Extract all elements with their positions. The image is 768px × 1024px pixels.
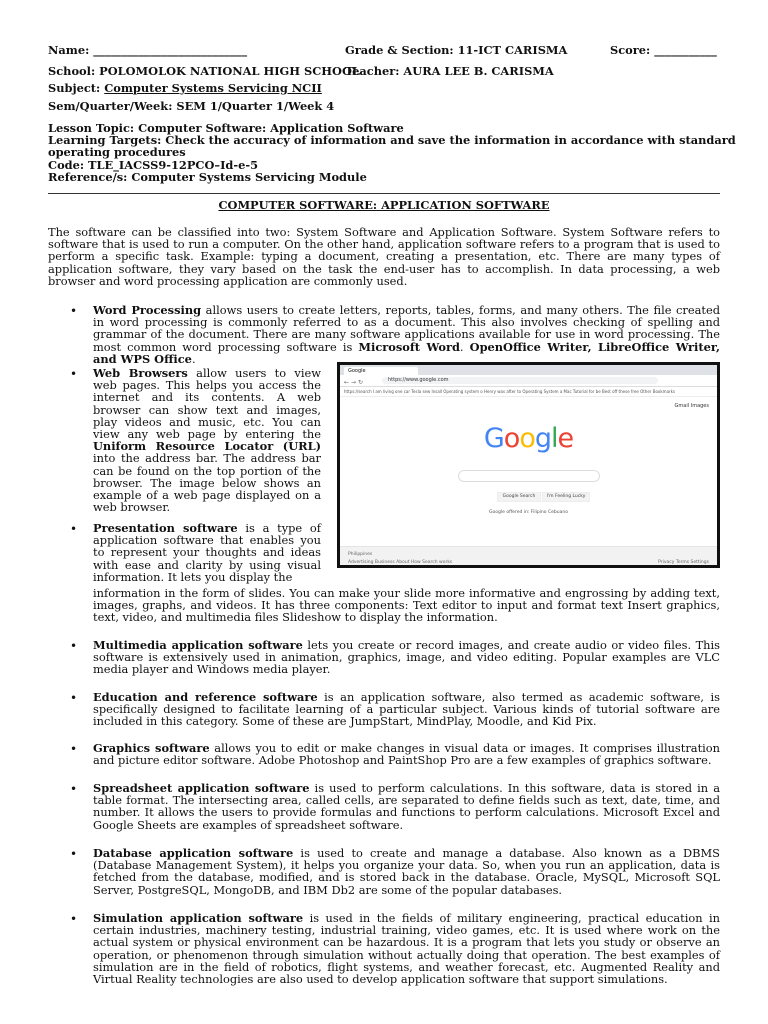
google-logo-letter: e (557, 423, 574, 454)
google-logo (340, 423, 717, 454)
sem-quarter-week: Sem/Quarter/Week: SEM 1/Quarter 1/Week 4 (48, 99, 335, 113)
browser-tab: Google (344, 367, 418, 375)
google-logo-letter: g (534, 423, 551, 454)
learning-targets: Learning Targets: Check the accuracy of information and save the information in accordance with standard (48, 133, 736, 147)
education-item: Education and reference software is an application software, also termed as academic software, is specifically designed to facilitate learning of a particular subject. Various kinds of tutorial software are included in this category. Some of these are JumpStart, MindPlay, Moodle, and Kid Pix. (93, 690, 721, 729)
score-blank: ___________ (654, 43, 717, 57)
name-label: Name: ___________________________ (48, 43, 248, 57)
subject-value: Computer Systems Servicing NCII (104, 81, 322, 95)
bullet-icon: • (70, 912, 78, 926)
document-title: COMPUTER SOFTWARE: APPLICATION SOFTWARE (218, 198, 550, 212)
learning-targets-cont: operating procedures (48, 145, 186, 159)
bullet-icon: • (70, 782, 78, 796)
bullet-icon: • (70, 522, 78, 536)
google-logo-letter: G (483, 423, 504, 454)
footer-right-links: Privacy Terms Settings (658, 560, 709, 565)
divider (48, 193, 720, 194)
presentation-item: Presentation software is a type of application software that enables you to represent your thoughts and ideas with ease and clarity by using visual information. It lets you display the (93, 521, 321, 584)
multimedia-item: Multimedia application software lets you create or record images, and create audio or video files. This software is extensively used in animation, graphics, image, and video editing. Popular examples are VLC media player and Windows media player. (93, 638, 720, 677)
name-blank: ___________________________ (93, 43, 248, 57)
term: Word Processing (93, 303, 202, 317)
bullet-icon: • (70, 304, 78, 318)
web-browsers-item: Web Browsers allow users to view web pages. This helps you access the internet and its contents. A web browser can show text and images, play videos and music, etc. You can view any web page by entering the Uniform Resource Locator (URL) into the address bar. The address bar can be found on the top portion of the browser. The image below shows an example of a web page displayed on a web browser. (93, 366, 321, 515)
tab-bar (340, 365, 717, 375)
lesson-topic: Lesson Topic: Computer Software: Application Software (48, 121, 404, 135)
word-processing-item: Word Processing allows users to create letters, reports, tables, forms, and many others. The file created in word processing is commonly referred to as a document. This also involves checking of spelling and grammar of the document. There are many software applications available for use in word processing. The most common word processing software is Microsoft Word. OpenOffice Writer, LibreOffice Writer, and WPS Office. (93, 303, 721, 366)
spreadsheet-item: Spreadsheet application software is used to perform calculations. In this software, data is stored in a table format. The intersecting area, called cells, are separated to define fields such as text, date, time, and number. It allows the users to provide formulas and functions to perform calculations. Microsoft Excel and Google Sheets are examples of spreadsheet software. (93, 781, 720, 832)
code: Code: TLE_IACSS9-12PCO–Id-e-5 (48, 158, 259, 172)
score-label: Score: ___________ (610, 43, 717, 57)
database-item: Database application software is used to create and manage a database. Also known as a DBMS (Database Management System), it helps you organize your data. So, when you run an application, data is fetched from the database, modified, and is stored back in the database. Oracle, MySQL, Microsoft SQL Server, PostgreSQL, MongoDB, and IBM Db2 are some of the popular databases. (93, 846, 720, 897)
graphics-item: Graphics software allows you to edit or make changes in visual data or images. It comprises illustration and picture editor software. Adobe Photoshop and PaintShop Pro are a few examples of graphics software. (93, 741, 720, 768)
simulation-item: Simulation application software is used in the fields of military engineering, practical education in certain industries, machinery testing, industrial training, video games, etc. It is used where work on the actual system or physical environment can be hazardous. It is a program that lets you study or observe an operation, or phenomenon through simulation without actually doing that operation. The best examples of simulation are in the field of robotics, flight systems, and weather forecast, etc. Augmented Reality and Virtual Reality technologies are also used to develop application software that support simulations. (93, 911, 721, 987)
bullet-icon: • (70, 847, 78, 861)
address-bar (340, 375, 717, 387)
google-logo-letter: o (503, 423, 520, 454)
intro-paragraph: The software can be classified into two: System Software and Application Software. System Software refers to software that is used to run a computer. On the other hand, application software refers to a program that is used to perform a specific task. Example: typing a document, creating a presentation, etc. There are many types of application software, they vary based on the task the end-user has to accomplish. In data processing, a web browser and word processing application are commonly used. (48, 225, 720, 288)
bullet-icon: • (70, 639, 78, 653)
presentation-item-cont: information in the form of slides. You can make your slide more informative and engrossing by adding text, images, graphs, and videos. It has three components: Text editor to input and format text Insert graphics, text, video, and multimedia files Slideshow to display the information. (93, 586, 720, 625)
school: School: POLOMOLOK NATIONAL HIGH SCHOOL (48, 64, 360, 78)
google-logo-letter: l (551, 423, 558, 454)
grade-section: Grade & Section: 11-ICT CARISMA (345, 43, 568, 57)
bullet-icon: • (70, 742, 78, 756)
google-top-links: Gmail Images (674, 403, 709, 409)
feeling-lucky-button: I'm Feeling Lucky (542, 492, 590, 502)
google-footer (340, 546, 717, 565)
teacher: Teacher: AURA LEE B. CARISMA (345, 64, 554, 78)
url-field: https://www.google.com (382, 377, 658, 384)
google-search-button: Google Search (497, 492, 541, 502)
bullet-icon: • (70, 691, 78, 705)
google-logo-letter: o (519, 423, 535, 454)
subject: Subject: Computer Systems Servicing NCII (48, 81, 322, 95)
nav-arrows-icon: ←→↻ (344, 379, 366, 386)
browser-screenshot (337, 362, 720, 568)
bullet-icon: • (70, 367, 78, 381)
bookmarks-bar: https://search I am living one car Tesla sew Insall Operating system o Henry was after to Operating System a Mac Tutorial for be Best off these free Other Bookmarks (340, 387, 717, 397)
reference: Reference/s: Computer Systems Servicing Module (48, 170, 367, 184)
google-offered-in: Google offered in: Filipino Cebuano (489, 510, 568, 515)
footer-left-links: Advertising Business About How Search works (348, 560, 453, 565)
google-search-box (458, 470, 600, 482)
footer-country: Philippines (348, 552, 373, 557)
